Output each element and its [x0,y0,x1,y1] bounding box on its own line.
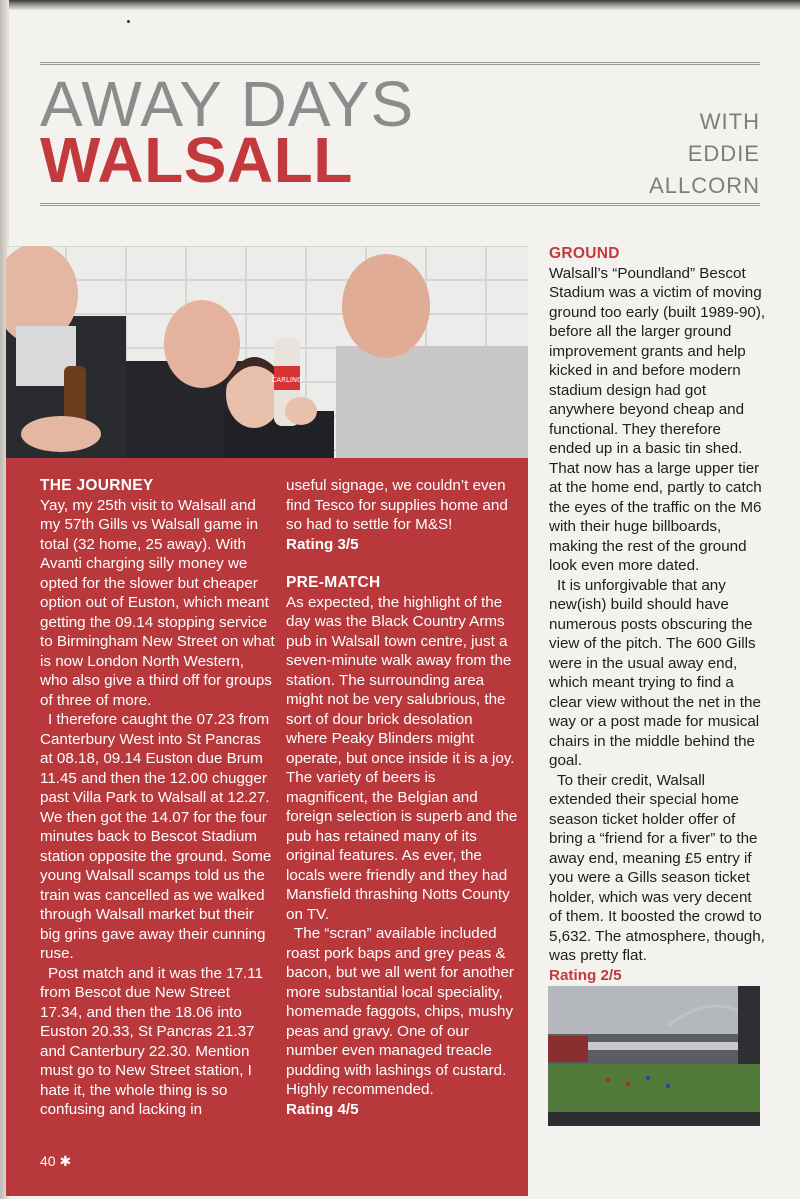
group-photo [6,246,528,458]
group-photo-illustration [6,246,528,458]
ground-heading: GROUND [549,245,620,262]
stadium-photo-illustration [548,986,760,1126]
stadium-photo [548,986,760,1126]
byline-line-3: ALLCORN [649,173,760,198]
title-away-days: AWAY DAYS [40,68,415,140]
column-left [40,476,276,1120]
ground-paragraph-1: Walsall’s “Poundland” Bescot Stadium was a victim of moving ground too early (built 1989-90), before all the larger ground improvement grants and help kicked in and before modern stadium design had got anywhere beyond cheap and functional. They therefore ended up in a basic tin shed. That now has a large upper tier at the home end, partly to catch the eyes of the traffic on the M6 with their huge billboards, making the rest of the ground look even more dated. [549,264,766,574]
gills-logo-icon: ✱ [59,1153,72,1169]
spacer [286,554,518,573]
prematch-paragraph-2: The “scran” available included roast pork baps and grey peas & bacon, but we all went for another more substantial local speciality, homemade faggots, chips, mushy peas and gravy. One of our number even managed treacle pudding with lashings of custard. Highly recommended. [286,925,514,1098]
bottle-label-text: CARLING [271,376,303,384]
prematch-rating: Rating 4/5 [286,1100,359,1118]
journey-paragraph-2: I therefore caught the 07.23 from Canterbury West into St Pancras at 08.18, 09.14 Euston due Brum 11.45 and then the 12.00 chugger past Villa Park to Walsall at 12.27. We then got the 14.07 for the four minutes back to Bescot Stadium station opposite the ground. Some young Walsall scamps told us the train was cancelled as we walked through Walsall market but their big grins gave away their cunning ruse. [40,711,272,962]
journey-paragraph-3-continued: useful signage, we couldn’t even find Tesco for supplies home and so had to settle for M&S! [286,477,508,533]
ground-paragraph-3: To their credit, Walsall extended their special home season ticket holder offer of bring a “friend for a fiver” to the away end, meaning £5 entry if you were a Gills season ticket holder, which was very decent of them. It boosted the crowd to 5,632. The atmosphere, though, was pretty flat. [549,771,765,964]
scan-edge-top [0,0,800,10]
byline-line-1: WITH [699,109,760,134]
header-rule-bottom [40,203,760,206]
journey-rating: Rating 3/5 [286,535,359,553]
journey-paragraph-3: Post match and it was the 17.11 from Bescot due New Street 17.34, and then the 18.06 into Euston 20.33, St Pancras 21.37 and Canterbury 22.30. Mention must go to New Street station, I hate it, the whole thing is so confusing and lacking in [40,964,263,1118]
header-rule-top [40,62,760,65]
ground-paragraph-2: It is unforgivable that any new(ish) build should have numerous posts obscuring the view of the pitch. The 600 Gills were in the usual away end, which meant trying to find a clear view without the net in the way or a post made for musical chairs in the middle behind the goal. [549,576,761,769]
byline-line-2: EDDIE [687,141,760,166]
prematch-heading: PRE-MATCH [286,574,381,591]
title-walsall: WALSALL [40,124,353,196]
byline [649,106,760,202]
column-right [549,244,767,985]
page-number [40,1152,71,1170]
ground-rating: Rating 2/5 [549,966,622,984]
journey-paragraph-1: Yay, my 25th visit to Walsall and my 57th Gills vs Walsall game in total (32 home, 25 away). With Avanti charging silly money we opted for the slower but cheaper option out of Euston, which meant getting the 09.14 stopping service to Birmingham New Street on what is now London North Western, who also give a third off for groups of three of more. [40,496,275,709]
column-middle [286,476,518,1119]
scan-speck [127,20,130,23]
page-number-text: 40 [40,1153,56,1169]
journey-heading: THE JOURNEY [40,477,154,494]
prematch-paragraph-1: As expected, the highlight of the day was the Black Country Arms pub in Walsall town centre, just a seven-minute walk away from the station. The surrounding area might not be very salubrious, the sort of dour brick desolation where Peaky Blinders might operate, but once inside it is a joy. The variety of beers is magnificent, the Belgian and foreign selection is superb and the pub has retained many of its original features. As ever, the locals were friendly and they had Mansfield thrashing Notts County on TV. [286,593,518,923]
